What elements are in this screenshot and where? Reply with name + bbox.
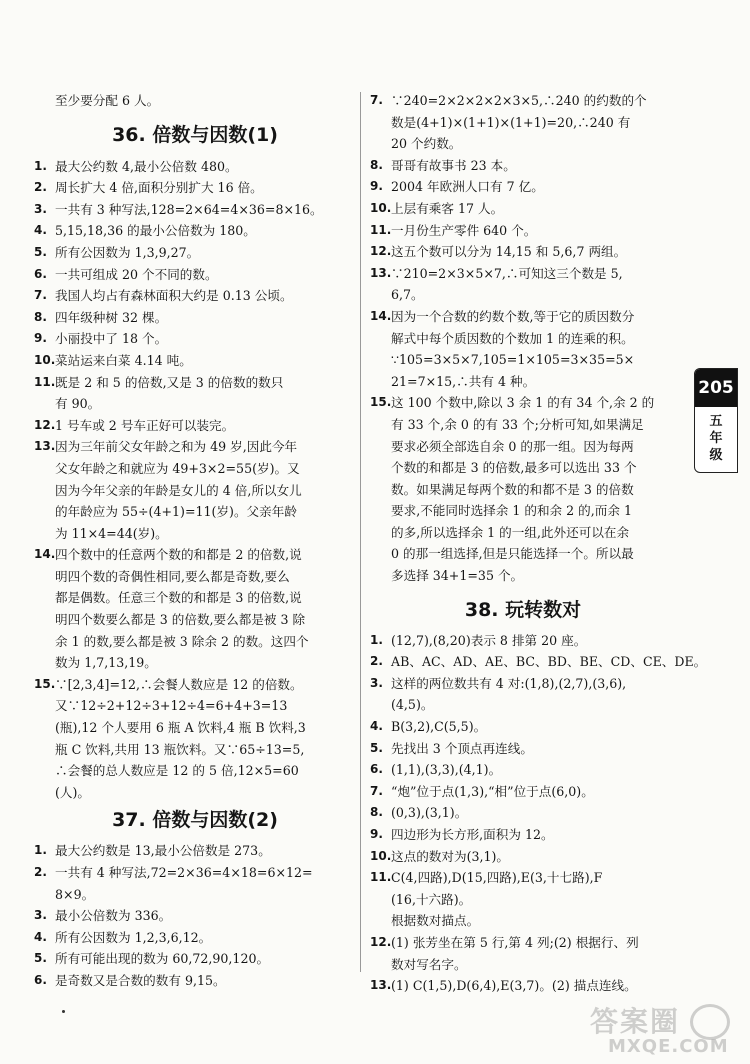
answer-item [370, 392, 676, 586]
answer-line: 为 11×4=44(岁)。 [55, 525, 168, 541]
answer-number: 3. [34, 908, 47, 923]
answer-item [34, 674, 356, 804]
answer-item [370, 90, 676, 155]
answer-item [370, 241, 676, 263]
answer-item [34, 948, 356, 970]
answer-line: 这样的两位数共有 4 对:(1,8),(2,7),(3,6), [391, 675, 627, 691]
answer-item [370, 759, 676, 781]
answer-number: 14. [34, 547, 56, 562]
answer-line: 多选择 34+1=35 个。 [391, 568, 524, 584]
answer-number: 1. [34, 843, 47, 858]
grade-label: 五年级 [709, 414, 723, 463]
answer-number: 12. [370, 244, 392, 259]
continuation-text: 至少要分配 6 人。 [55, 93, 160, 108]
answer-item [34, 544, 356, 674]
answer-line: (人)。 [55, 784, 91, 800]
answer-line: 周长扩大 4 倍,面积分别扩大 16 倍。 [55, 180, 263, 196]
answer-line: 要求必须全部选自余 0 的那一组。因为每两 [391, 438, 634, 454]
answer-item [34, 328, 356, 350]
answer-item [370, 651, 707, 673]
answer-line: 要求,不能同时选择余 1 的和余 2 的,而余 1 [391, 503, 632, 519]
watermark-text-top: 答案圈 [590, 1005, 681, 1038]
answer-item [370, 824, 676, 846]
answer-line: 因为一个合数的约数个数,等于它的质因数分 [391, 308, 635, 324]
answer-item [34, 264, 356, 286]
answer-line: (12,7),(8,20)表示 8 排第 20 座。 [391, 632, 587, 648]
answer-number: 13. [370, 265, 392, 280]
answer-line: 一共有 3 种写法,128=2×64=4×36=8×16。 [55, 201, 323, 217]
answer-item [34, 905, 356, 927]
answer-line: 所有公因数为 1,2,3,6,12。 [55, 929, 212, 945]
answer-line: 所有可能出现的数为 60,72,90,120。 [55, 951, 270, 967]
answer-line: ∴会餐的总人数应是 12 的 5 倍,12×5=60 [55, 763, 299, 779]
answer-number: 11. [370, 222, 392, 237]
answer-item [34, 415, 356, 437]
answer-line: 四年级种树 32 棵。 [55, 309, 168, 325]
answer-line: 因为今年父亲的年龄是女儿的 4 倍,所以女儿 [55, 482, 302, 498]
answer-number: 6. [34, 266, 47, 281]
answer-item [370, 867, 676, 932]
answer-item [34, 156, 356, 178]
answer-number: 12. [34, 417, 56, 432]
answer-line: 的多,所以选择余 1 的一组,此外还可以在余 [391, 524, 630, 540]
column-divider [360, 92, 361, 972]
section-title-36: 36. 倍数与因数(1) [112, 123, 278, 146]
answer-number: 9. [34, 331, 47, 346]
answer-line: (1) 张芳坐在第 5 行,第 4 列;(2) 根据行、列 [391, 934, 639, 950]
answer-number: 5. [34, 244, 47, 259]
answer-line: 父女年龄之和就应为 49+3×2=55(岁)。又 [55, 460, 300, 476]
section-37-items-part2 [370, 90, 676, 587]
section-36-items [34, 156, 356, 804]
answer-line: ∵[2,3,4]=12,∴会餐人数应是 12 的倍数。 [55, 676, 303, 692]
answer-line: 我国人均占有森林面积大约是 0.13 公顷。 [55, 288, 293, 304]
answer-line: C(4,四路),D(15,四路),E(3,十七路),F [391, 870, 603, 886]
answer-number: 11. [370, 870, 392, 885]
left-column [34, 90, 356, 992]
answer-line: 这五个数可以分为 14,15 和 5,6,7 两组。 [391, 244, 627, 260]
answer-line: (4,5)。 [391, 697, 434, 713]
answer-line: 四个数中的任意两个数的和都是 2 的倍数,说 [55, 547, 302, 563]
answer-line: 上层有乘客 17 人。 [391, 200, 504, 216]
watermark-logo-icon [690, 1004, 730, 1040]
answer-number: 10. [370, 848, 392, 863]
answer-line: 8×9。 [55, 886, 95, 902]
answer-line: (1) C(1,5),D(6,4),E(3,7)。(2) 描点连线。 [391, 978, 637, 994]
answer-line: 先找出 3 个顶点再连线。 [391, 740, 533, 756]
answer-item [370, 263, 676, 306]
answer-line: 小丽投中了 18 个。 [55, 331, 168, 347]
answer-number: 7. [370, 93, 383, 107]
answer-line: 1 号车或 2 号车正好可以装完。 [55, 417, 235, 433]
answer-line: 数是(4+1)×(1+1)×(1+1)=20,∴240 有 [391, 114, 631, 130]
answer-line: 2004 年欧洲人口有 7 亿。 [391, 179, 544, 195]
answer-line: 是奇数又是合数的数有 9,15。 [55, 972, 226, 988]
answer-line: 数对写名字。 [391, 956, 467, 972]
answer-number: 15. [34, 676, 56, 691]
answer-number: 6. [370, 762, 383, 777]
answer-line: 数为 1,7,13,19。 [55, 655, 157, 671]
answer-line: 0 的那一组选择,但是只能选择一个。所以最 [391, 546, 634, 562]
section-title-37: 37. 倍数与因数(2) [112, 809, 278, 832]
answer-number: 8. [370, 157, 383, 172]
answer-number: 15. [370, 395, 392, 410]
answer-number: 14. [370, 308, 392, 323]
answer-line: 一共可组成 20 个不同的数。 [55, 266, 218, 282]
answer-item [370, 673, 676, 716]
answer-line: 根据数对描点。 [391, 913, 480, 929]
answer-number: 4. [370, 719, 383, 734]
answer-line: 这点的数对为(3,1)。 [391, 848, 510, 864]
answer-item [34, 436, 356, 544]
watermark-text-bottom: MXQE.COM [608, 1036, 729, 1057]
answer-item [34, 177, 356, 199]
answer-number: 7. [34, 288, 47, 303]
right-column [370, 90, 707, 997]
answer-line: 数。如果满足每两个数的和都不是 3 的倍数 [391, 481, 634, 497]
answer-item [370, 198, 676, 220]
print-mark [62, 1010, 65, 1013]
answer-item [34, 372, 356, 415]
answer-line: 这 100 个数中,除以 3 余 1 的有 34 个,余 2 的 [391, 395, 655, 411]
answer-item [34, 220, 356, 242]
answer-line: 的年龄应为 55÷(4+1)=11(岁)。父亲年龄 [55, 504, 297, 520]
answer-item [370, 781, 676, 803]
answer-line: 最大公约数 4,最小公倍数 480。 [55, 158, 238, 174]
page-number: 205 [695, 369, 737, 407]
answer-number: 8. [34, 309, 47, 324]
answer-item [370, 932, 676, 975]
answer-line: 明四个数的奇偶性相同,要么都是奇数,要么 [55, 568, 290, 584]
answer-line: (1,1),(3,3),(4,1)。 [391, 762, 502, 778]
answer-number: 2. [34, 865, 47, 879]
answer-line: 一月份生产零件 640 个。 [391, 222, 537, 238]
answer-line: 四边形为长方形,面积为 12。 [391, 827, 554, 842]
answer-number: 4. [34, 929, 47, 944]
answer-line: 一共有 4 种写法,72=2×36=4×18=6×12= [55, 865, 313, 880]
answer-line: 余 1 的数,要么都是被 3 除余 2 的数。这四个 [55, 633, 309, 649]
answer-line: ∵210=2×3×5×7,∴可知这三个数是 5, [391, 265, 623, 281]
answer-number: 10. [370, 200, 392, 215]
answer-line: 菜站运来白菜 4.14 吨。 [55, 352, 192, 368]
answer-line: AB、AC、AD、AE、BC、BD、BE、CD、CE、DE。 [391, 654, 707, 670]
answer-number: 5. [34, 951, 47, 966]
answer-number: 2. [370, 654, 383, 669]
answer-line: 5,15,18,36 的最小公倍数为 180。 [55, 223, 256, 239]
answer-line: (瓶),12 个人要用 6 瓶 A 饮料,4 瓶 B 饮料,3 [55, 720, 306, 736]
answer-item [370, 846, 676, 868]
answer-line: 又∵12÷2+12÷3+12÷4=6+4+3=13 [55, 698, 288, 714]
answer-item [370, 306, 676, 392]
answer-number: 6. [34, 972, 47, 987]
answer-line: 都是偶数。任意三个数的和都是 3 的倍数,说 [55, 590, 302, 606]
answer-number: 3. [370, 675, 383, 690]
answer-line: 最小公倍数为 336。 [55, 908, 172, 924]
answer-item [370, 630, 676, 652]
answer-item [34, 970, 356, 992]
watermark [590, 1000, 740, 1060]
answer-number: 1. [370, 632, 383, 647]
answer-line: 6,7。 [391, 287, 424, 303]
answer-number: 11. [34, 374, 56, 389]
section-title-38: 38. 玩转数对 [464, 598, 582, 621]
answer-number: 9. [370, 827, 383, 841]
answer-line: 20 个约数。 [391, 136, 462, 152]
answer-number: 4. [34, 223, 47, 238]
answer-item [370, 738, 676, 760]
answer-item [34, 307, 356, 329]
answer-line: 有 33 个,余 0 的有 33 个;分析可知,如果满足 [391, 416, 644, 432]
answer-line: 所有公因数为 1,3,9,27。 [55, 244, 200, 260]
answer-line: (16,十六路)。 [391, 891, 472, 907]
section-38-items [370, 630, 707, 997]
answer-number: 3. [34, 201, 47, 216]
answer-item [34, 927, 356, 949]
answer-line: 哥哥有故事书 23 本。 [391, 157, 516, 173]
answer-line: “炮”位于点(1,3),“相”位于点(6,0)。 [391, 783, 594, 799]
answer-line: 既是 2 和 5 的倍数,又是 3 的倍数的数只 [55, 374, 284, 390]
answer-line: (0,3),(3,1)。 [391, 805, 468, 821]
answer-line: 个数的和都是 3 的倍数,最多可以选出 33 个 [391, 460, 637, 476]
answer-number: 1. [34, 158, 47, 173]
answer-number: 13. [370, 978, 392, 993]
answer-item [370, 220, 676, 242]
answer-line: 21=7×15,∴共有 4 种。 [391, 373, 536, 389]
answer-number: 8. [370, 805, 383, 820]
answer-item [370, 716, 676, 738]
answer-line: 有 90。 [55, 396, 101, 412]
answer-line: ∵105=3×5×7,105=1×105=3×35=5× [391, 352, 635, 368]
answer-item [34, 350, 356, 372]
answer-line: ∵240=2×2×2×2×3×5,∴240 的约数的个 [391, 93, 647, 108]
answer-item [34, 862, 356, 905]
answer-number: 10. [34, 352, 56, 367]
page-side-tab [694, 368, 738, 473]
answer-item [370, 155, 676, 177]
answer-item [34, 242, 356, 264]
answer-number: 13. [34, 439, 56, 454]
answer-line: 瓶 C 饮料,共用 13 瓶饮料。又∵65÷13=5, [55, 741, 305, 757]
answer-item [34, 840, 356, 862]
answer-line: 明四个数要么都是 3 的倍数,要么都是被 3 除 [55, 612, 306, 628]
answer-line: 解式中每个质因数的个数加 1 的连乘的积。 [391, 330, 634, 346]
answer-number: 12. [370, 934, 392, 949]
answer-line: B(3,2),C(5,5)。 [391, 719, 487, 735]
answer-item [34, 285, 356, 307]
answer-item [370, 176, 676, 198]
answer-line: 因为三年前父女年龄之和为 49 岁,因此今年 [55, 439, 298, 455]
answer-item [34, 199, 356, 221]
answer-number: 5. [370, 740, 383, 755]
answer-line: 最大公约数是 13,最小公倍数是 273。 [55, 843, 271, 859]
answer-number: 7. [370, 783, 383, 798]
answer-number: 2. [34, 180, 47, 195]
answer-item [370, 802, 676, 824]
section-37-items-part1 [34, 840, 356, 991]
answer-number: 9. [370, 179, 383, 194]
answer-item [370, 975, 676, 997]
